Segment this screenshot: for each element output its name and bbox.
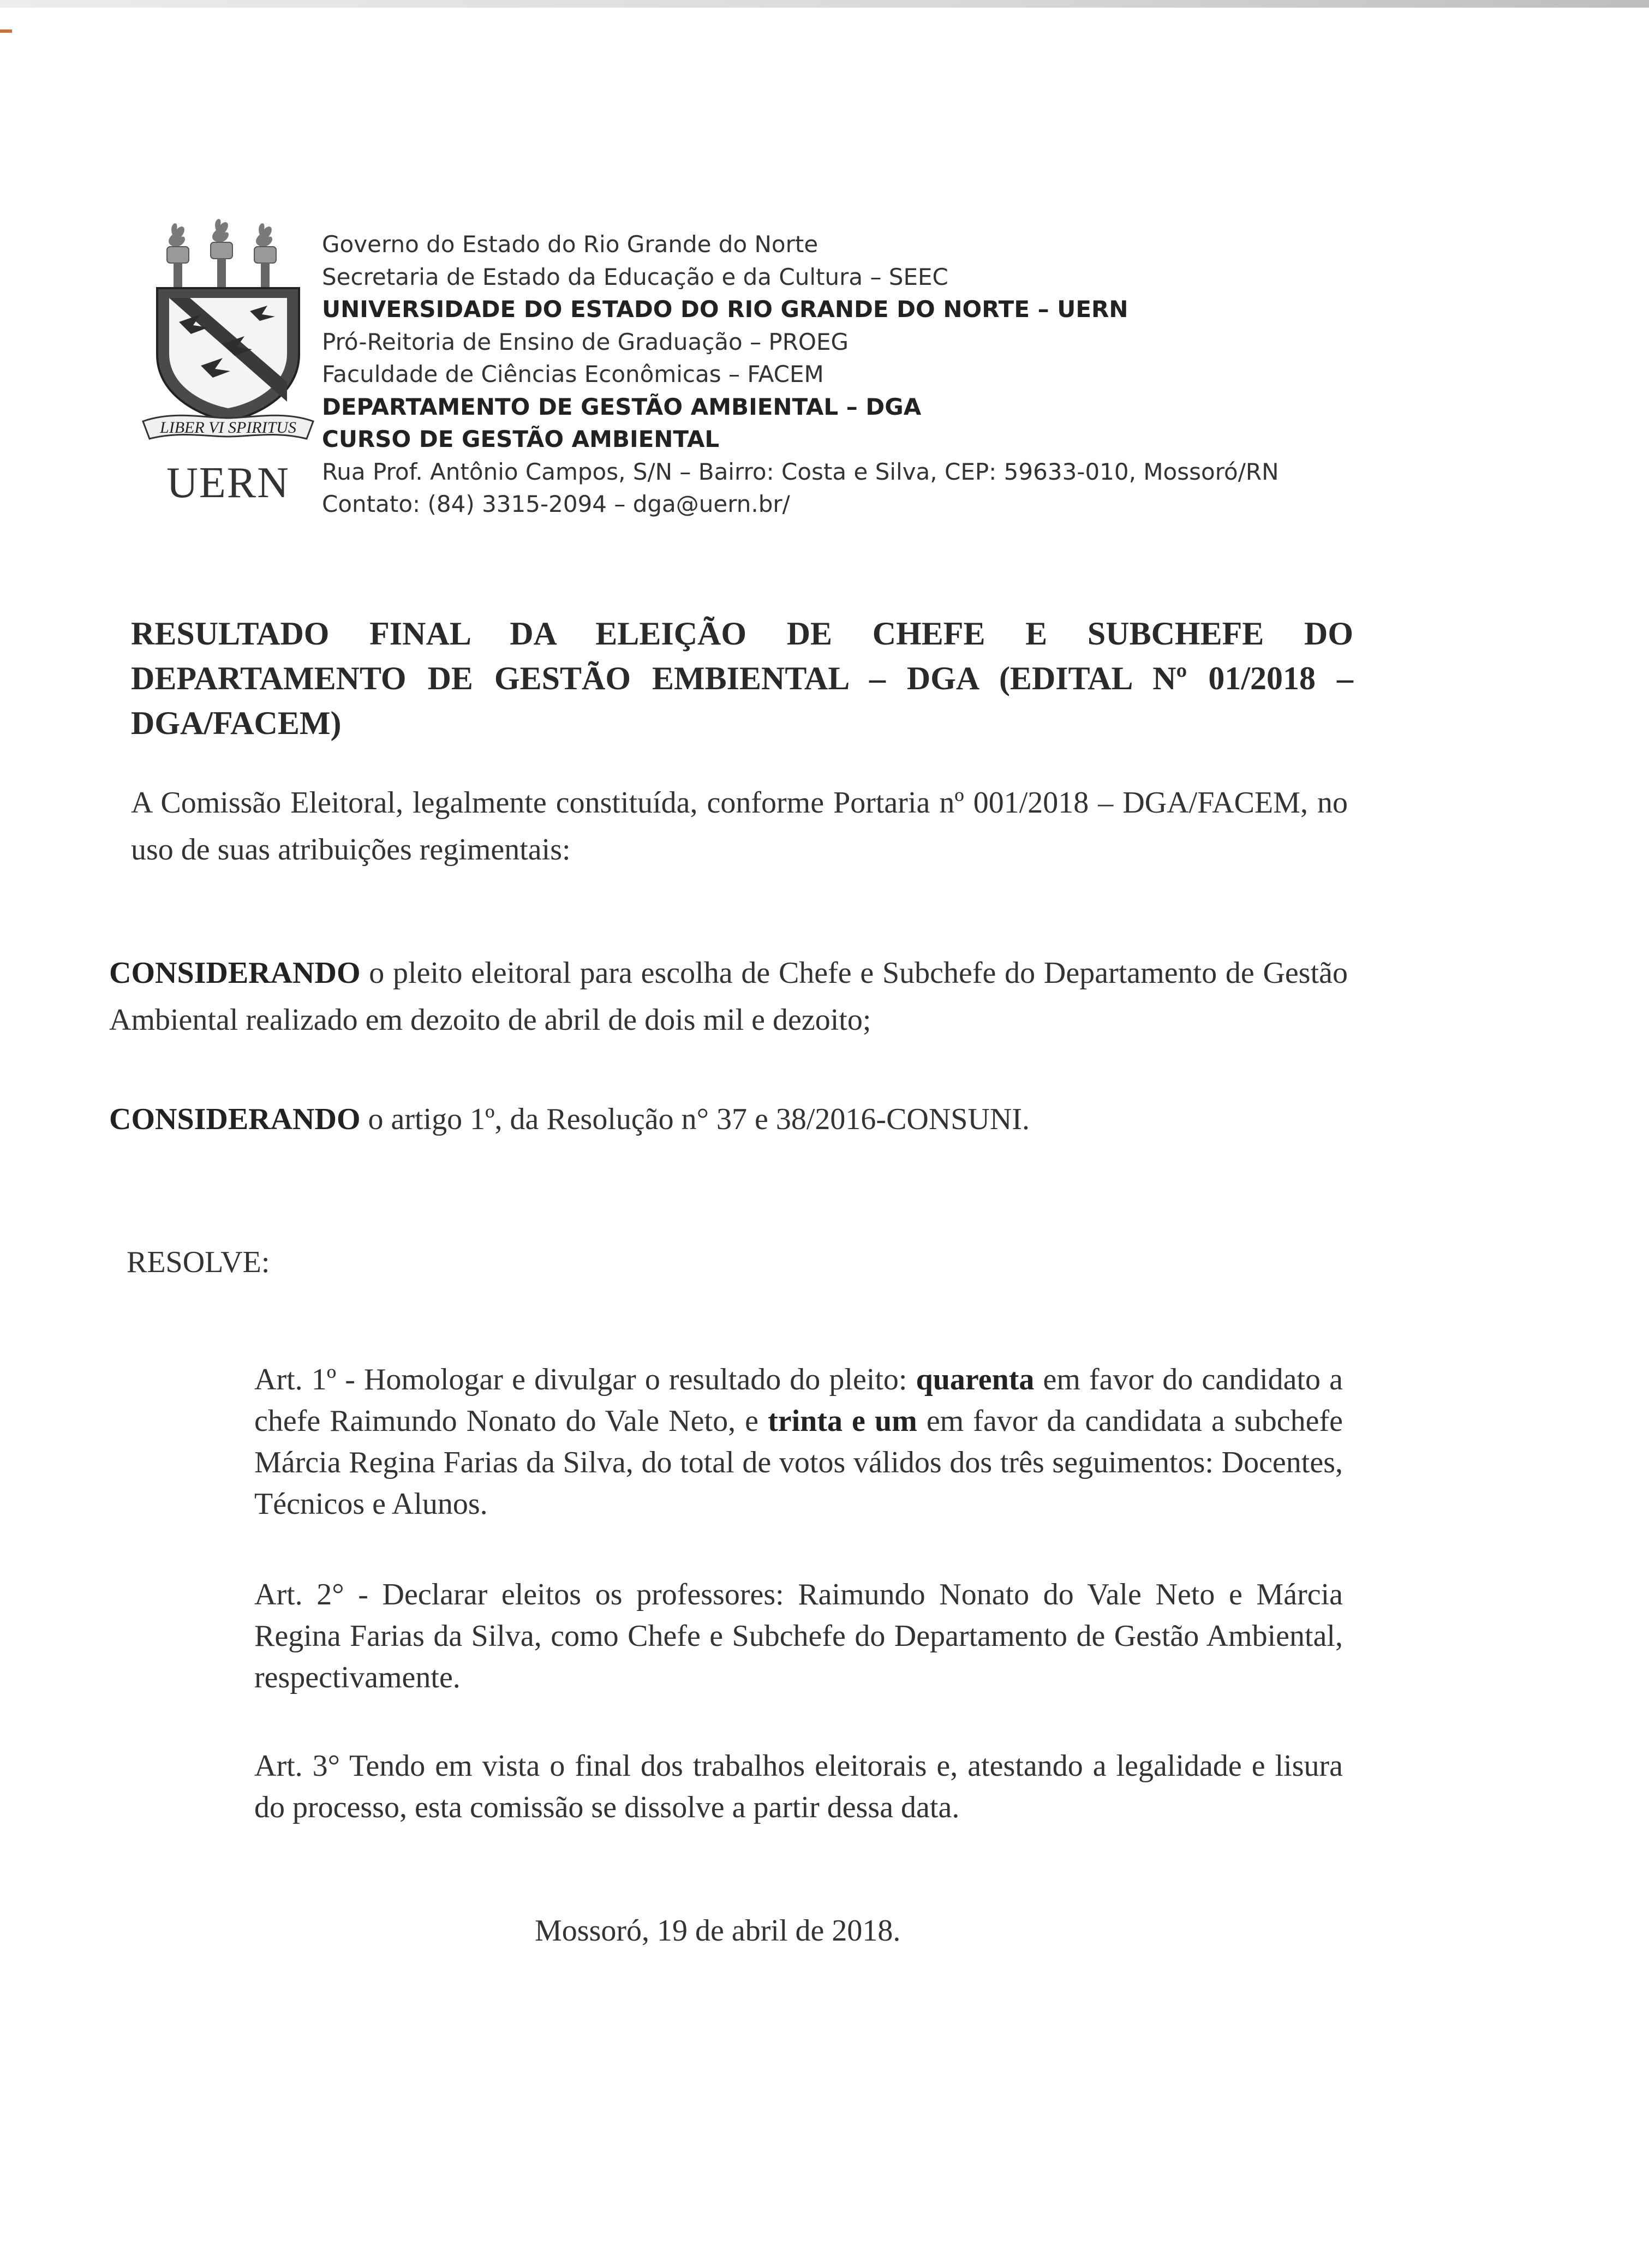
considerando-lead: CONSIDERANDO bbox=[109, 956, 361, 990]
article-text: em favor da candidata a subchefe Márcia Regina Farias da Silva, do total de votos válidos dos três seguimentos: Docentes, Técnicos e Alunos. bbox=[254, 1404, 1343, 1521]
letterhead-line: Faculdade de Ciências Econômicas – FACEM bbox=[322, 361, 824, 387]
article-2: Art. 2° - Declarar eleitos os professores: Raimundo Nonato do Vale Neto e Márcia Regina Farias da Silva, como Chefe e Subchefe do Departamento de Gestão Ambiental, respectivamente. bbox=[254, 1578, 1343, 1694]
considerando-text: o pleito eleitoral para escolha de Chefe e Subchefe do Departamento de Gestão Ambiental realizado em dezoito de abril de dois mil e dezoito; bbox=[109, 956, 1348, 1037]
intro-paragraph: A Comissão Eleitoral, legalmente constituída, conforme Portaria nº 001/2018 – DGA/FACEM, no uso de suas atribuições regimentais: bbox=[131, 786, 1348, 867]
article-emphasis: quarenta bbox=[916, 1363, 1035, 1396]
coat-of-arms-icon bbox=[141, 218, 315, 458]
document-date: Mossoró, 19 de abril de 2018. bbox=[535, 1914, 901, 1948]
scan-edge bbox=[0, 0, 1649, 8]
letterhead bbox=[322, 228, 1413, 521]
letterhead-line: Governo do Estado do Rio Grande do Norte bbox=[322, 231, 818, 258]
article-3: Art. 3° Tendo em vista o final dos trabalhos eleitorais e, atestando a legalidade e lisura do processo, esta comissão se dissolve a partir dessa data. bbox=[254, 1749, 1343, 1824]
considerando-paragraph bbox=[109, 1096, 1348, 1143]
considerando-text: o artigo 1º, da Resolução n° 37 e 38/2016-CONSUNI. bbox=[360, 1102, 1030, 1136]
document-title: RESULTADO FINAL DA ELEIÇÃO DE CHEFE E SUBCHEFE DO DEPARTAMENTO DE GESTÃO EMBIENTAL – DGA (EDITAL Nº 01/2018 – bbox=[131, 616, 1353, 696]
logo-motto: LIBER VI SPIRITUS bbox=[160, 419, 296, 437]
resolve-heading: RESOLVE: bbox=[127, 1245, 270, 1279]
letterhead-line: CURSO DE GESTÃO AMBIENTAL bbox=[322, 426, 720, 452]
article-text: Art. 1º - Homologar e divulgar o resultado do pleito: bbox=[254, 1363, 916, 1396]
article-emphasis: trinta e um bbox=[768, 1404, 917, 1438]
letterhead-line: Rua Prof. Antônio Campos, S/N – Bairro: Costa e Silva, CEP: 59633-010, Mossoró/RN bbox=[322, 458, 1279, 485]
considerando-paragraph bbox=[109, 950, 1348, 1043]
logo-label: UERN bbox=[166, 459, 290, 507]
letterhead-line: UNIVERSIDADE DO ESTADO DO RIO GRANDE DO NORTE – UERN bbox=[322, 296, 1128, 323]
letterhead-line: Pró-Reitoria de Ensino de Graduação – PROEG bbox=[322, 328, 849, 355]
scan-mark bbox=[0, 29, 12, 33]
considerando-lead: CONSIDERANDO bbox=[109, 1102, 361, 1136]
letterhead-line: Contato: (84) 3315-2094 – dga@uern.br/ bbox=[322, 491, 790, 517]
article-1 bbox=[254, 1359, 1343, 1525]
letterhead-line: Secretaria de Estado da Educação e da Cultura – SEEC bbox=[322, 263, 948, 290]
letterhead-line: DEPARTAMENTO DE GESTÃO AMBIENTAL – DGA bbox=[322, 393, 922, 420]
document-title-end: DGA/FACEM) bbox=[131, 705, 342, 741]
uern-coat-of-arms bbox=[141, 218, 315, 507]
article-text: em favor do candidato a chefe Raimundo Nonato do Vale Neto, e bbox=[254, 1363, 1343, 1438]
